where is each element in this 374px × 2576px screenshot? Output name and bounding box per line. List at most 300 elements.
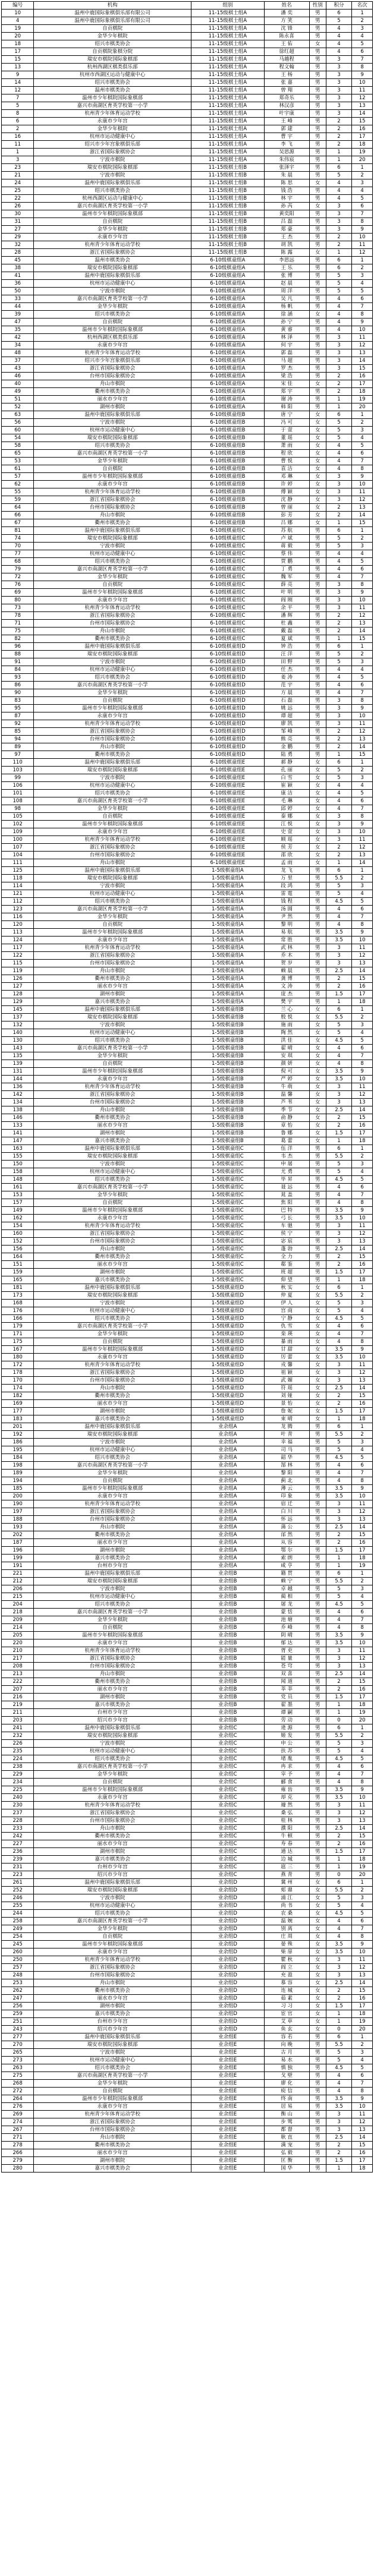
cell-name: 何 宇: [264, 342, 309, 349]
cell-rank: 1: [352, 1006, 373, 1014]
table-row: [2, 419, 373, 427]
cell-points: 3: [326, 1083, 351, 1091]
cell-gender: 男: [309, 689, 326, 697]
cell-organization: 杭州青少年体育运动学校: [34, 110, 191, 118]
cell-number: 133: [2, 1122, 34, 1130]
cell-gender: 女: [309, 1338, 326, 1346]
cell-organization: 湖州市棋院: [34, 991, 191, 998]
cell-organization: 浙江省国际象棋协会: [34, 1508, 191, 1516]
table-row: [2, 1786, 373, 1794]
cell-gender: 女: [309, 782, 326, 790]
cell-group: 业余组E: [191, 2103, 265, 2111]
cell-number: 123: [2, 906, 34, 913]
cell-points: 3: [326, 1361, 351, 1369]
cell-points: 3: [326, 597, 351, 604]
cell-gender: 男: [309, 543, 326, 550]
cell-gender: 男: [309, 2149, 326, 2157]
cell-name: 扶 苏: [264, 1748, 309, 1755]
cell-points: 5.5: [326, 875, 351, 882]
table-row: [2, 1840, 373, 1848]
cell-organization: 杭州市运动健康中心: [34, 782, 191, 790]
cell-gender: 男: [309, 720, 326, 728]
cell-points: 5: [326, 882, 351, 890]
cell-group: 业余组A: [191, 1477, 265, 1485]
cell-organization: 衢州市棋类协会: [34, 635, 191, 643]
cell-organization: 杭州市运动健康中心: [34, 280, 191, 288]
cell-points: 5: [326, 1585, 351, 1593]
cell-organization: 舟山市棋院: [34, 1524, 191, 1531]
cell-name: 容 若: [264, 2033, 309, 2041]
cell-number: 144: [2, 1076, 34, 1083]
cell-organization: 自贡棋院: [34, 581, 191, 589]
cell-number: 23: [2, 164, 34, 172]
cell-number: 257: [2, 1964, 34, 1972]
cell-rank: 4: [352, 1168, 373, 1176]
cell-points: 2: [326, 844, 351, 852]
table-row: [2, 365, 373, 373]
cell-points: 3.5: [326, 1485, 351, 1493]
cell-number: 208: [2, 1663, 34, 1670]
cell-name: 施 雨: [264, 1021, 309, 1029]
cell-rank: 10: [352, 79, 373, 87]
cell-points: 4: [326, 566, 351, 573]
cell-gender: 男: [309, 1145, 326, 1153]
cell-group: 1-5级棋童组D: [191, 1392, 265, 1400]
cell-points: 0: [326, 2026, 351, 2033]
table-row: [2, 728, 373, 736]
cell-points: 5: [326, 1748, 351, 1755]
header-organization: 机构: [34, 2, 191, 10]
cell-rank: 18: [352, 141, 373, 149]
cell-name: 龙 腾: [264, 1423, 309, 1431]
table-row: [2, 558, 373, 566]
cell-name: 宰 予: [264, 1771, 309, 1779]
cell-group: 6-10级棋童组A: [191, 311, 265, 319]
cell-name: 冀 州: [264, 1879, 309, 1887]
cell-number: 249: [2, 1925, 34, 1933]
cell-gender: 男: [309, 867, 326, 875]
cell-name: 阎 立: [264, 1964, 309, 1972]
cell-group: 6-10级棋童组A: [191, 349, 265, 357]
cell-number: 132: [2, 1021, 34, 1029]
results-table: [1, 1, 373, 2173]
table-row: [2, 689, 373, 697]
cell-organization: 杭州青少年体育运动学校: [34, 241, 191, 249]
cell-number: 54: [2, 434, 34, 442]
cell-group: 业余组E: [191, 2080, 265, 2088]
table-row: [2, 527, 373, 535]
cell-rank: 17: [352, 380, 373, 388]
cell-points: 2: [326, 620, 351, 628]
cell-number: 181: [2, 1284, 34, 1292]
cell-points: 5: [326, 1740, 351, 1748]
table-row: [2, 1091, 373, 1099]
cell-rank: 12: [352, 728, 373, 736]
cell-name: 魏 军: [264, 573, 309, 581]
cell-points: 3: [326, 102, 351, 110]
cell-gender: 女: [309, 1037, 326, 1045]
cell-organization: 浙江省国际象棋协会: [34, 952, 191, 960]
cell-group: 1-5级棋童组A: [191, 898, 265, 906]
cell-rank: 8: [352, 64, 373, 71]
cell-rank: 13: [352, 736, 373, 743]
cell-name: 吴 凡: [264, 295, 309, 303]
cell-gender: 女: [309, 1137, 326, 1145]
cell-organization: 浙江省国际象棋协会: [34, 1964, 191, 1972]
cell-number: 247: [2, 1995, 34, 2003]
cell-gender: 男: [309, 1431, 326, 1439]
cell-rank: 1: [352, 10, 373, 17]
cell-rank: 7: [352, 2080, 373, 2088]
cell-group: 11-15级棋士组A: [191, 110, 265, 118]
cell-name: 郭 建: [264, 125, 309, 133]
cell-organization: 衢州市棋类协会: [34, 1987, 191, 1995]
cell-group: 6-10级棋童组C: [191, 550, 265, 558]
cell-number: 26: [2, 203, 34, 210]
table-row: [2, 1076, 373, 1083]
cell-name: 汪 洋: [264, 651, 309, 658]
cell-organization: 嘉兴市南湖区育英学校第一小学: [34, 797, 191, 805]
cell-name: 庾 信: [264, 2088, 309, 2095]
cell-points: 2: [326, 2142, 351, 2149]
cell-group: 6-10级棋童组D: [191, 712, 265, 720]
cell-name: 傅 颖: [264, 488, 309, 496]
cell-group: 业余组A: [191, 1462, 265, 1470]
cell-points: 3: [326, 952, 351, 960]
cell-group: 11-15级棋士组A: [191, 48, 265, 56]
cell-number: 35: [2, 326, 34, 334]
cell-group: 1-5级棋童组B: [191, 1029, 265, 1037]
cell-points: 4: [326, 1191, 351, 1199]
table-row: [2, 257, 373, 264]
cell-points: 1.5: [326, 1269, 351, 1276]
table-row: [2, 218, 373, 226]
cell-rank: 6: [352, 1462, 373, 1470]
cell-points: 4: [326, 797, 351, 805]
table-row: [2, 1570, 373, 1578]
cell-number: 56: [2, 419, 34, 427]
cell-number: 216: [2, 1694, 34, 1701]
cell-organization: 自贡棋院: [34, 1477, 191, 1485]
table-row: [2, 512, 373, 519]
table-row: [2, 1794, 373, 1802]
table-row: [2, 1145, 373, 1153]
cell-gender: 男: [309, 1817, 326, 1825]
cell-organization: 丽水市少年宫: [34, 1400, 191, 1408]
table-row: [2, 2111, 373, 2118]
cell-name: 沈 静: [264, 496, 309, 504]
cell-number: 151: [2, 1261, 34, 1269]
cell-organization: 瑞安市棋院国际象棋部: [34, 1431, 191, 1439]
cell-organization: 永康市少年宫: [34, 712, 191, 720]
table-row: [2, 1701, 373, 1709]
cell-group: 业余组E: [191, 2049, 265, 2057]
cell-name: 彭 芳: [264, 512, 309, 519]
cell-points: 6: [326, 1145, 351, 1153]
cell-group: 6-10级棋童组D: [191, 658, 265, 666]
cell-rank: 1: [352, 257, 373, 264]
cell-gender: 男: [309, 967, 326, 975]
cell-rank: 6: [352, 682, 373, 689]
cell-gender: 女: [309, 1925, 326, 1933]
cell-organization: 衢州市棋类协会: [34, 975, 191, 983]
cell-number: 188: [2, 1516, 34, 1524]
table-row: [2, 1114, 373, 1122]
cell-group: 11-15级棋士组A: [191, 56, 265, 64]
cell-name: 朱 晨: [264, 172, 309, 179]
cell-number: 228: [2, 1817, 34, 1825]
cell-group: 6-10级棋童组A: [191, 380, 265, 388]
cell-number: 225: [2, 1786, 34, 1794]
cell-points: 4: [326, 689, 351, 697]
cell-name: 林汉彦: [264, 102, 309, 110]
cell-gender: 男: [309, 1632, 326, 1639]
table-row: [2, 1995, 373, 2003]
cell-points: 5: [326, 427, 351, 434]
table-row: [2, 1941, 373, 1948]
cell-name: 慎 独: [264, 2064, 309, 2072]
cell-organization: 瑞安市棋院国际象棋部: [34, 651, 191, 658]
cell-rank: 14: [352, 1246, 373, 1253]
cell-organization: 嘉兴市南湖区育英学校第一小学: [34, 2072, 191, 2080]
cell-organization: 金华少年棋院: [34, 1616, 191, 1624]
cell-group: 11-15级棋士组B: [191, 172, 265, 179]
cell-group: 业余组D: [191, 1918, 265, 1925]
cell-rank: 16: [352, 1539, 373, 1547]
cell-rank: 14: [352, 357, 373, 365]
cell-group: 1-5级棋童组A: [191, 967, 265, 975]
cell-number: 49: [2, 388, 34, 396]
cell-number: 131: [2, 1068, 34, 1076]
cell-group: 6-10级棋童组B: [191, 465, 265, 473]
cell-points: 2: [326, 628, 351, 635]
cell-rank: 14: [352, 110, 373, 118]
cell-rank: 5: [352, 1315, 373, 1323]
cell-organization: 自贡棋院: [34, 465, 191, 473]
cell-group: 6-10级棋童组C: [191, 573, 265, 581]
cell-points: 4: [326, 1933, 351, 1941]
cell-name: 郑 宇: [264, 388, 309, 396]
cell-organization: 绍兴市少年宫象棋俱乐部: [34, 141, 191, 149]
table-row: [2, 2080, 373, 2088]
cell-group: 6-10级棋童组E: [191, 759, 265, 767]
cell-points: 3.5: [326, 1639, 351, 1647]
table-row: [2, 311, 373, 319]
table-row: [2, 110, 373, 118]
cell-rank: 3: [352, 1161, 373, 1168]
cell-points: 4: [326, 458, 351, 465]
cell-name: 甘 甜: [264, 1346, 309, 1354]
cell-points: 3.5: [326, 1941, 351, 1948]
cell-number: 162: [2, 1215, 34, 1222]
table-row: [2, 1199, 373, 1207]
cell-organization: 杭州青少年体育运动学校: [34, 1361, 191, 1369]
cell-rank: 12: [352, 342, 373, 349]
cell-rank: 18: [352, 2165, 373, 2173]
cell-name: 却 克: [264, 1794, 309, 1802]
cell-organization: 绍兴市棋类协会: [34, 40, 191, 48]
cell-group: 11-15级棋士组A: [191, 118, 265, 125]
table-row: [2, 1269, 373, 1276]
cell-rank: 6: [352, 797, 373, 805]
cell-number: 102: [2, 821, 34, 828]
cell-rank: 9: [352, 589, 373, 597]
table-row: [2, 1253, 373, 1261]
cell-points: 3: [326, 697, 351, 705]
cell-name: 桑 弘: [264, 1809, 309, 1817]
table-row: [2, 79, 373, 87]
cell-points: 3: [326, 481, 351, 488]
table-row: [2, 1601, 373, 1609]
cell-points: 2: [326, 1833, 351, 1840]
cell-gender: 男: [309, 164, 326, 172]
cell-group: 业余组E: [191, 2157, 265, 2165]
cell-name: 索 朗: [264, 1555, 309, 1562]
cell-points: 3.5: [326, 2095, 351, 2103]
cell-rank: 7: [352, 1191, 373, 1199]
cell-name: 郭 磊: [264, 349, 309, 357]
cell-name: 充 盈: [264, 1972, 309, 1979]
cell-points: 6: [326, 164, 351, 172]
cell-group: 1-5级棋童组C: [191, 1276, 265, 1284]
cell-points: 4: [326, 179, 351, 187]
cell-gender: 男: [309, 319, 326, 326]
cell-name: 宿 迁: [264, 1500, 309, 1508]
cell-points: 6: [326, 527, 351, 535]
cell-group: 6-10级棋童组A: [191, 365, 265, 373]
cell-group: 6-10级棋童组E: [191, 782, 265, 790]
cell-number: 43: [2, 365, 34, 373]
cell-organization: 丽水市少年宫: [34, 1995, 191, 2003]
cell-group: 业余组D: [191, 1879, 265, 1887]
cell-gender: 男: [309, 1516, 326, 1524]
cell-group: 1-5级棋童组A: [191, 867, 265, 875]
cell-points: 1.5: [326, 1130, 351, 1137]
cell-rank: 13: [352, 1663, 373, 1670]
cell-number: 119: [2, 967, 34, 975]
cell-name: 潘 奕: [264, 10, 309, 17]
cell-group: 业余组C: [191, 1755, 265, 1763]
table-row: [2, 1130, 373, 1137]
cell-organization: 杭州市运动健康中心: [34, 1593, 191, 1601]
cell-gender: 男: [309, 1748, 326, 1755]
cell-points: 5: [326, 288, 351, 295]
cell-number: 83: [2, 697, 34, 705]
cell-points: 1: [326, 1555, 351, 1562]
cell-rank: 1: [352, 759, 373, 767]
cell-points: 3: [326, 71, 351, 79]
cell-points: 5: [326, 890, 351, 898]
cell-group: 1-5级棋童组C: [191, 1184, 265, 1191]
cell-rank: 8: [352, 1933, 373, 1941]
cell-gender: 男: [309, 87, 326, 94]
cell-rank: 3: [352, 1021, 373, 1029]
cell-gender: 男: [309, 1840, 326, 1848]
cell-gender: 女: [309, 1415, 326, 1423]
cell-group: 业余组D: [191, 1887, 265, 1894]
cell-number: 222: [2, 1678, 34, 1686]
cell-number: 55: [2, 488, 34, 496]
cell-number: 109: [2, 828, 34, 836]
cell-organization: 嘉兴市南湖区育英学校第一小学: [34, 1045, 191, 1052]
cell-points: 5: [326, 1902, 351, 1910]
cell-number: 198: [2, 1462, 34, 1470]
cell-organization: 绍兴市棋类协会: [34, 674, 191, 682]
cell-name: 贾 鹏: [264, 558, 309, 566]
cell-number: 184: [2, 1454, 34, 1462]
cell-group: 业余组A: [191, 1547, 265, 1555]
table-row: [2, 635, 373, 643]
cell-group: 业余组C: [191, 1833, 265, 1840]
cell-points: 3: [326, 226, 351, 234]
cell-rank: 14: [352, 1106, 373, 1114]
table-row: [2, 913, 373, 921]
cell-gender: 男: [309, 960, 326, 967]
cell-rank: 15: [352, 975, 373, 983]
cell-points: 3: [326, 960, 351, 967]
cell-organization: 杭州青少年体育运动学校: [34, 349, 191, 357]
cell-number: 114: [2, 882, 34, 890]
cell-gender: 女: [309, 852, 326, 859]
cell-gender: 女: [309, 1987, 326, 1995]
cell-gender: 男: [309, 2057, 326, 2064]
table-row: [2, 767, 373, 774]
table-row: [2, 326, 373, 334]
cell-points: 3.5: [326, 937, 351, 944]
cell-group: 业余组E: [191, 2118, 265, 2126]
cell-number: 116: [2, 913, 34, 921]
cell-organization: 温州中鹿国际象棋俱乐部: [34, 867, 191, 875]
cell-gender: 男: [309, 937, 326, 944]
cell-organization: 浙江省国际象棋协会: [34, 2118, 191, 2126]
cell-points: 2: [326, 241, 351, 249]
cell-gender: 男: [309, 1740, 326, 1748]
cell-rank: 11: [352, 488, 373, 496]
cell-group: 1-5级棋童组D: [191, 1338, 265, 1346]
cell-name: 焦 阳: [264, 1199, 309, 1207]
cell-organization: 杭州市西湖区运动与健康中心: [34, 71, 191, 79]
cell-number: 207: [2, 1686, 34, 1694]
cell-gender: 男: [309, 241, 326, 249]
cell-group: 11-15级棋士组B: [191, 210, 265, 218]
cell-number: 21: [2, 172, 34, 179]
cell-rank: 16: [352, 373, 373, 380]
cell-points: 3.5: [326, 2103, 351, 2111]
cell-number: 84: [2, 666, 34, 674]
cell-name: 许 婷: [264, 481, 309, 488]
cell-name: 翟 晴: [264, 1045, 309, 1052]
table-row: [2, 411, 373, 419]
cell-rank: 10: [352, 1794, 373, 1802]
table-row: [2, 697, 373, 705]
cell-number: 62: [2, 481, 34, 488]
cell-gender: 男: [309, 2080, 326, 2088]
cell-group: 1-5级棋童组C: [191, 1161, 265, 1168]
cell-rank: 7: [352, 689, 373, 697]
cell-rank: 10: [352, 234, 373, 241]
cell-points: 6: [326, 759, 351, 767]
cell-group: 业余组D: [191, 1956, 265, 1964]
cell-number: 280: [2, 2165, 34, 2173]
cell-rank: 6: [352, 1323, 373, 1330]
cell-gender: 男: [309, 674, 326, 682]
cell-organization: 金华少年棋院: [34, 1191, 191, 1199]
cell-name: 潘 辉: [264, 612, 309, 620]
cell-organization: 绍兴市棋类协会: [34, 79, 191, 87]
cell-gender: 男: [309, 234, 326, 241]
cell-gender: 男: [309, 1794, 326, 1802]
cell-group: 业余组D: [191, 1902, 265, 1910]
